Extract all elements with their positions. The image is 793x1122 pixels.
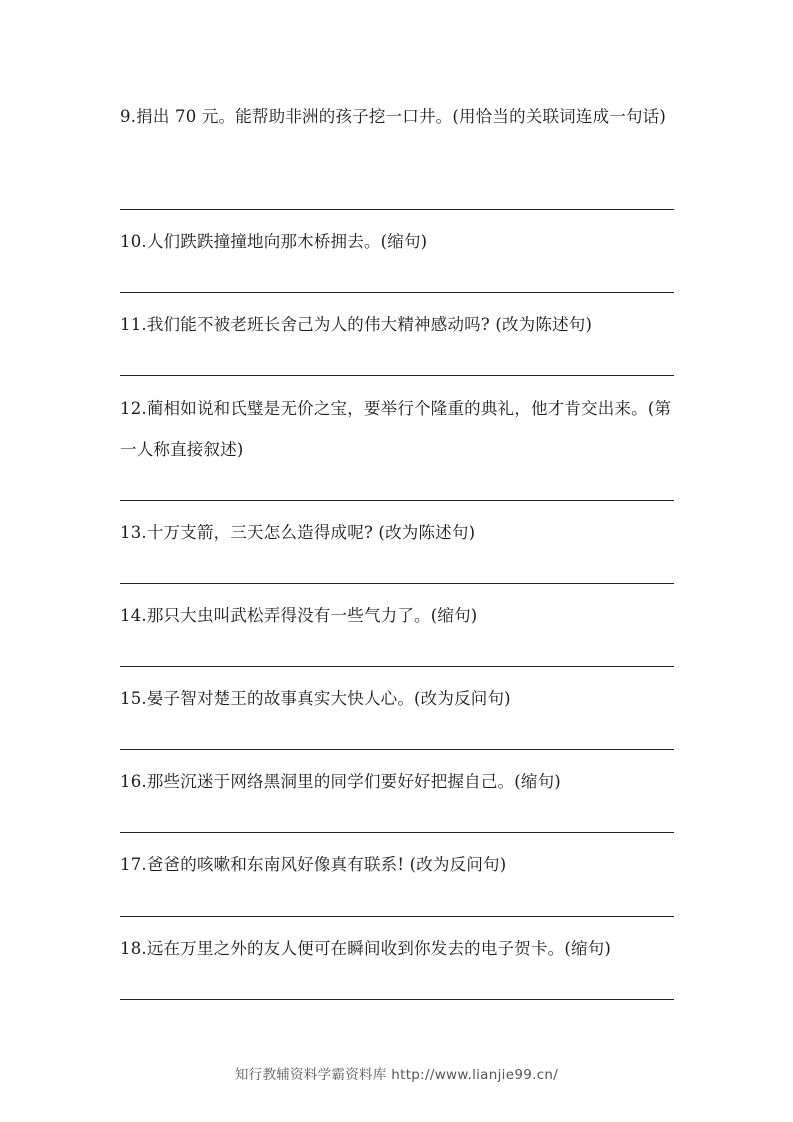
answer-line-14 — [120, 666, 674, 667]
question-number: 15. — [120, 689, 147, 708]
question-number: 16. — [120, 772, 147, 791]
question-text: 那只大虫叫武松弄得没有一些气力了。(缩句) — [146, 606, 478, 625]
answer-line-12 — [120, 500, 674, 501]
question-text: 蔺相如说和氏璧是无价之宝，要举行个隆重的典礼，他才肯交出来。(第一人称直接叙述) — [120, 399, 672, 459]
question-14 — [120, 595, 675, 636]
question-text: 晏子智对楚王的故事真实大快人心。(改为反问句) — [146, 689, 511, 708]
question-number: 17. — [120, 855, 147, 874]
question-number: 11. — [120, 315, 147, 334]
question-15 — [120, 678, 675, 719]
question-number: 10. — [120, 232, 147, 251]
answer-line-16 — [120, 832, 674, 833]
question-number: 13. — [120, 523, 147, 542]
question-18 — [120, 928, 675, 969]
question-16 — [120, 761, 675, 802]
question-9 — [120, 96, 675, 137]
question-text: 我们能不被老班长舍己为人的伟大精神感动吗? (改为陈述句) — [146, 315, 593, 334]
answer-line-9 — [120, 209, 674, 210]
answer-line-17 — [120, 916, 674, 917]
question-text: 捐出 70 元。能帮助非洲的孩子挖一口井。(用恰当的关联词连成一句话) — [136, 107, 667, 126]
question-10 — [120, 221, 675, 262]
footer-source: 知行教辅资料学霸资料库 http://www.lianjie99.cn/ — [234, 1067, 559, 1083]
answer-line-13 — [120, 583, 674, 584]
question-text: 远在万里之外的友人便可在瞬间收到你发去的电子贺卡。(缩句) — [146, 939, 612, 958]
question-text: 爸爸的咳嗽和东南风好像真有联系! (改为反问句) — [146, 855, 507, 874]
question-12 — [120, 388, 675, 470]
question-text: 十万支箭，三天怎么造得成呢? (改为陈述句) — [146, 523, 476, 542]
question-number: 18. — [120, 939, 147, 958]
answer-line-11 — [120, 375, 674, 376]
question-number: 14. — [120, 606, 147, 625]
answer-line-15 — [120, 749, 674, 750]
question-13 — [120, 512, 675, 553]
question-text: 人们跌跌撞撞地向那木桥拥去。(缩句) — [146, 232, 428, 251]
question-17 — [120, 844, 675, 885]
answer-line-10 — [120, 292, 674, 293]
question-number: 9. — [120, 107, 137, 126]
answer-line-18 — [120, 999, 674, 1000]
question-text: 那些沉迷于网络黑洞里的同学们要好好把握自己。(缩句) — [146, 772, 561, 791]
question-number: 12. — [120, 399, 147, 418]
question-11 — [120, 304, 675, 345]
